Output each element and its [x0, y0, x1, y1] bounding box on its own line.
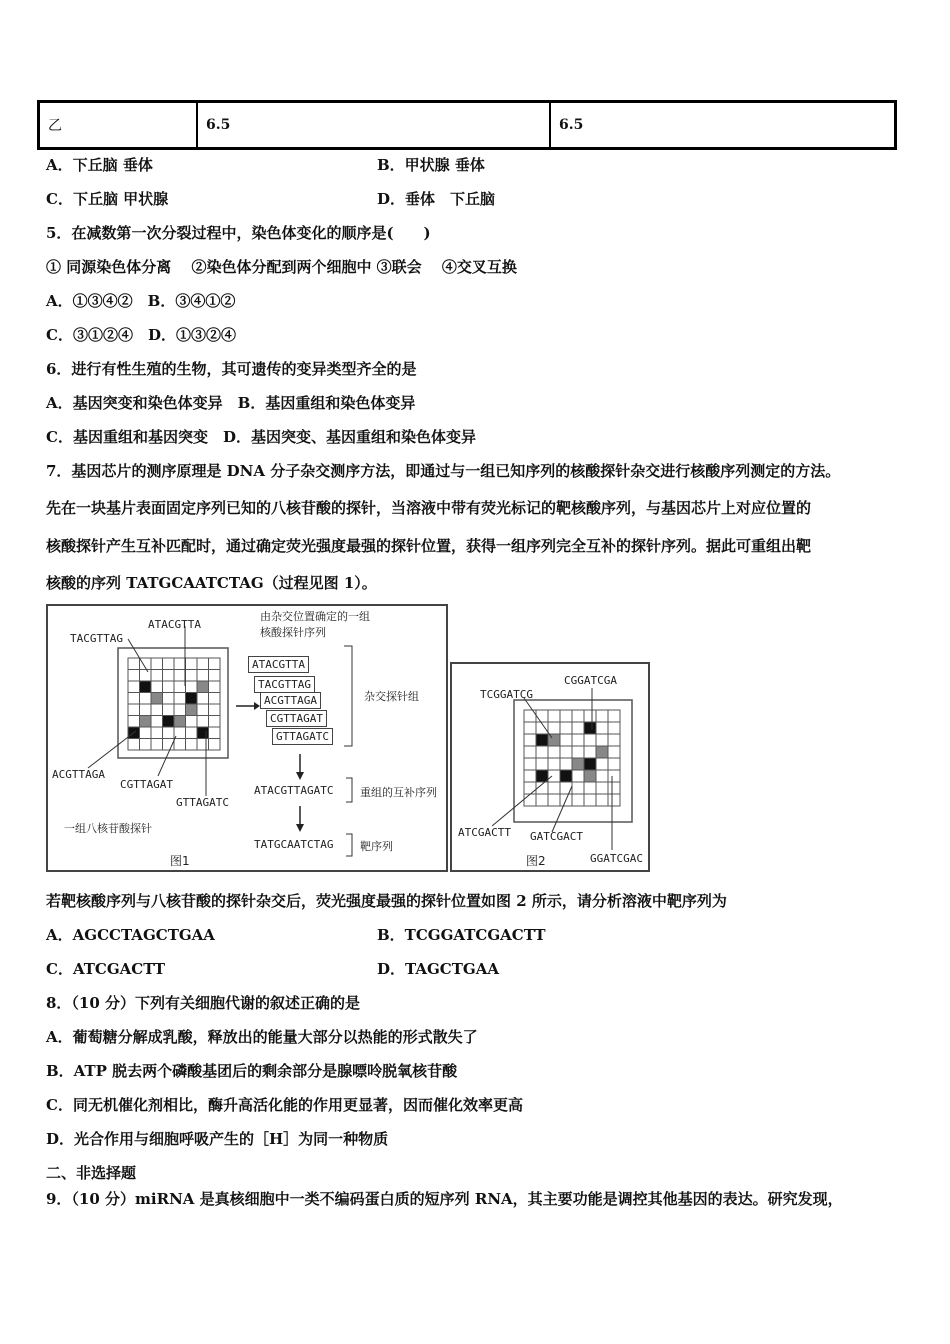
- grid-cell: [163, 727, 175, 739]
- q7-after-text: 若靶核酸序列与八核苷酸的探针杂交后，荧光强度最强的探针位置如图 2 所示，请分析溶液中靶序列为: [46, 892, 727, 910]
- fig1-probe-label: CGTTAGAT: [120, 778, 173, 791]
- grid-cell: [186, 716, 198, 728]
- figure-1: [46, 604, 448, 872]
- grid-cell: [163, 670, 175, 682]
- q5-items: ① 同源染色体分离 ②染色体分配到两个细胞中 ③联会 ④交叉互换: [46, 258, 517, 276]
- grid-cell: [186, 681, 198, 693]
- q8-option-a: A．葡萄糖分解成乳酸，释放出的能量大部分以热能的形式散失了: [46, 1028, 478, 1046]
- grid-cell: [584, 758, 596, 770]
- grid-cell: [174, 670, 186, 682]
- section-heading: 二、非选择题: [46, 1164, 137, 1182]
- grid-cell: [548, 722, 560, 734]
- fig2-title: 图2: [526, 854, 546, 868]
- grid-cell: [151, 658, 163, 670]
- grid-cell: [524, 746, 536, 758]
- grid-cell: [584, 746, 596, 758]
- grid-cell: [197, 681, 209, 693]
- grid-cell: [209, 658, 221, 670]
- grid-cell: [209, 716, 221, 728]
- figure-2: [450, 662, 650, 872]
- grid-cell: [151, 670, 163, 682]
- fig1-stack-item: GTTAGATC: [272, 728, 333, 745]
- grid-cell: [560, 758, 572, 770]
- grid-cell: [572, 734, 584, 746]
- grid-cell: [209, 681, 221, 693]
- grid-cell: [128, 681, 140, 693]
- grid-cell: [128, 658, 140, 670]
- data-table: [37, 100, 897, 150]
- grid-cell: [128, 716, 140, 728]
- fig2-probe-label: CGGATCGA: [564, 674, 617, 687]
- grid-cell: [536, 710, 548, 722]
- grid-cell: [584, 734, 596, 746]
- grid-cell: [572, 770, 584, 782]
- grid-cell: [608, 722, 620, 734]
- grid-cell: [560, 722, 572, 734]
- grid-cell: [174, 681, 186, 693]
- q7-option-a: A．AGCCTAGCTGAA: [46, 926, 215, 944]
- grid-cell: [151, 704, 163, 716]
- table-cell: 6.5: [550, 102, 896, 149]
- fig1-stack-item: TACGTTAG: [254, 676, 315, 693]
- grid-cell: [584, 770, 596, 782]
- grid-cell: [524, 794, 536, 806]
- grid-cell: [140, 704, 152, 716]
- grid-cell: [524, 782, 536, 794]
- grid-cell: [151, 739, 163, 751]
- grid-cell: [596, 722, 608, 734]
- grid-cell: [140, 681, 152, 693]
- grid-cell: [548, 746, 560, 758]
- fig1-array-label: 一组八核苷酸探针: [64, 822, 152, 835]
- grid-cell: [596, 746, 608, 758]
- fig2-probe-label: GGATCGAC: [590, 852, 643, 865]
- grid-cell: [209, 670, 221, 682]
- grid-cell: [163, 716, 175, 728]
- grid-cell: [548, 782, 560, 794]
- grid-cell: [128, 704, 140, 716]
- grid-cell: [560, 770, 572, 782]
- q6-stem: 6．进行有性生殖的生物，其可遗传的变异类型齐全的是: [46, 360, 417, 378]
- grid-cell: [186, 670, 198, 682]
- grid-cell: [209, 704, 221, 716]
- q8-option-c: C．同无机催化剂相比，酶升高活化能的作用更显著，因而催化效率更高: [46, 1096, 523, 1114]
- grid-cell: [572, 722, 584, 734]
- q9-stem: 9．（10 分）miRNA 是真核细胞中一类不编码蛋白质的短序列 RNA，其主要功能是调控其他基因的表达。研究发现，: [46, 1190, 843, 1208]
- q5-options-cd: C．③①②④ D．①③②④: [46, 326, 236, 344]
- fig1-caption: 由杂交位置确定的一组: [260, 610, 370, 623]
- fig1-target-label: 靶序列: [360, 840, 393, 853]
- grid-cell: [524, 734, 536, 746]
- grid-cell: [186, 658, 198, 670]
- grid-cell: [596, 782, 608, 794]
- fig1-group-label: 杂交探针组: [364, 690, 419, 703]
- grid-cell: [584, 710, 596, 722]
- grid-cell: [163, 704, 175, 716]
- grid-cell: [524, 758, 536, 770]
- q5-options-ab: A．①③④② B．③④①②: [46, 292, 236, 310]
- grid-cell: [548, 734, 560, 746]
- grid-cell: [608, 710, 620, 722]
- table-row: [39, 102, 896, 149]
- grid-cell: [608, 734, 620, 746]
- q6-options-cd: C．基因重组和基因突变 D．基因突变、基因重组和染色体变异: [46, 428, 476, 446]
- grid-cell: [197, 704, 209, 716]
- grid-cell: [197, 739, 209, 751]
- grid-cell: [596, 794, 608, 806]
- grid-cell: [608, 746, 620, 758]
- table-cell: 乙: [39, 102, 198, 149]
- fig1-probe-label: GTTAGATC: [176, 796, 229, 809]
- fig2-probe-label: TCGGATCG: [480, 688, 533, 701]
- grid-cell: [560, 782, 572, 794]
- grid-cell: [596, 710, 608, 722]
- grid-cell: [128, 670, 140, 682]
- grid-cell: [560, 734, 572, 746]
- grid-cell: [174, 716, 186, 728]
- q6-options-ab: A．基因突变和染色体变异 B．基因重组和染色体变异: [46, 394, 416, 412]
- grid-cell: [596, 770, 608, 782]
- grid-cell: [140, 727, 152, 739]
- grid-cell: [174, 704, 186, 716]
- grid-cell: [572, 794, 584, 806]
- grid-cell: [128, 739, 140, 751]
- fig1-stack-item: CGTTAGAT: [266, 710, 327, 727]
- grid-cell: [560, 746, 572, 758]
- grid-cell: [572, 710, 584, 722]
- grid-cell: [186, 704, 198, 716]
- grid-cell: [572, 758, 584, 770]
- grid-cell: [151, 716, 163, 728]
- q7-option-c: C．ATCGACTT: [46, 960, 166, 978]
- grid-cell: [140, 739, 152, 751]
- q4-option-a: A．下丘脑 垂体: [46, 156, 153, 174]
- grid-cell: [548, 770, 560, 782]
- fig2-probe-label: ATCGACTT: [458, 826, 511, 839]
- grid-cell: [524, 770, 536, 782]
- q7-line-2: 先在一块基片表面固定序列已知的八核苷酸的探针，当溶液中带有荧光标记的靶核酸序列，与基因芯片上对应位置的: [46, 499, 812, 517]
- table-cell: 6.5: [197, 102, 550, 149]
- grid-cell: [536, 734, 548, 746]
- grid-cell: [560, 710, 572, 722]
- grid-cell: [536, 758, 548, 770]
- fig1-stack-item: ACGTTAGA: [260, 692, 321, 709]
- grid-cell: [584, 782, 596, 794]
- q4-option-c: C．下丘脑 甲状腺: [46, 190, 169, 208]
- fig1-probe-label: ATACGTTA: [148, 618, 201, 631]
- grid-cell: [584, 722, 596, 734]
- grid-cell: [584, 794, 596, 806]
- grid-cell: [140, 693, 152, 705]
- grid-cell: [197, 716, 209, 728]
- grid-cell: [209, 739, 221, 751]
- fig1-title: 图1: [170, 854, 190, 868]
- grid-cell: [163, 693, 175, 705]
- grid-cell: [174, 693, 186, 705]
- grid-cell: [163, 658, 175, 670]
- q4-option-b: B．甲状腺 垂体: [377, 156, 485, 174]
- grid-cell: [186, 739, 198, 751]
- q7-line-3: 核酸探针产生互补匹配时，通过确定荧光强度最强的探针位置，获得一组序列完全互补的探针序列。据此可重组出靶: [46, 537, 812, 555]
- fig1-target: TATGCAATCTAG: [254, 838, 334, 851]
- grid-cell: [140, 670, 152, 682]
- fig1-merged-label: 重组的互补序列: [360, 786, 437, 799]
- grid-cell: [608, 782, 620, 794]
- grid-cell: [572, 782, 584, 794]
- grid-cell: [572, 746, 584, 758]
- grid-cell: [548, 794, 560, 806]
- q8-option-d: D．光合作用与细胞呼吸产生的［H］为同一种物质: [46, 1130, 389, 1148]
- q8-stem: 8．（10 分）下列有关细胞代谢的叙述正确的是: [46, 994, 361, 1012]
- grid-cell: [524, 722, 536, 734]
- grid-cell: [197, 670, 209, 682]
- grid-cell: [548, 758, 560, 770]
- grid-cell: [596, 758, 608, 770]
- fig1-merged: ATACGTTAGATC: [254, 784, 334, 797]
- grid-cell: [174, 739, 186, 751]
- grid-cell: [174, 658, 186, 670]
- q7-line-1: 7．基因芯片的测序原理是 DNA 分子杂交测序方法，即通过与一组已知序列的核酸探针杂交进行核酸序列测定的方法。: [46, 462, 841, 480]
- grid-cell: [536, 794, 548, 806]
- fig1-probe-label: TACGTTAG: [70, 632, 123, 645]
- grid-cell: [197, 693, 209, 705]
- q7-option-b: B．TCGGATCGACTT: [377, 926, 546, 944]
- grid-cell: [140, 716, 152, 728]
- grid-cell: [608, 770, 620, 782]
- fig1-stack-item: ATACGTTA: [248, 656, 309, 673]
- fig2-probe-label: GATCGACT: [530, 830, 583, 843]
- grid-cell: [186, 727, 198, 739]
- grid-cell: [197, 658, 209, 670]
- grid-cell: [209, 727, 221, 739]
- q8-option-b: B．ATP 脱去两个磷酸基团后的剩余部分是腺嘌呤脱氧核苷酸: [46, 1062, 458, 1080]
- q7-option-d: D．TAGCTGAA: [377, 960, 499, 978]
- grid-cell: [151, 681, 163, 693]
- grid-cell: [608, 794, 620, 806]
- grid-cell: [197, 727, 209, 739]
- grid-cell: [608, 758, 620, 770]
- grid-cell: [163, 681, 175, 693]
- grid-cell: [151, 727, 163, 739]
- grid-cell: [536, 746, 548, 758]
- grid-cell: [151, 693, 163, 705]
- fig1-probe-label: ACGTTAGA: [52, 768, 105, 781]
- grid-cell: [548, 710, 560, 722]
- q4-option-d: D．垂体 下丘脑: [377, 190, 496, 208]
- grid-cell: [128, 693, 140, 705]
- grid-cell: [596, 734, 608, 746]
- q5-stem: 5．在减数第一次分裂过程中，染色体变化的顺序是( ): [46, 224, 431, 242]
- grid-cell: [186, 693, 198, 705]
- fig1-caption: 核酸探针序列: [260, 626, 326, 639]
- q7-line-4: 核酸的序列 TATGCAATCTAG（过程见图 1）。: [46, 574, 377, 592]
- grid-cell: [209, 693, 221, 705]
